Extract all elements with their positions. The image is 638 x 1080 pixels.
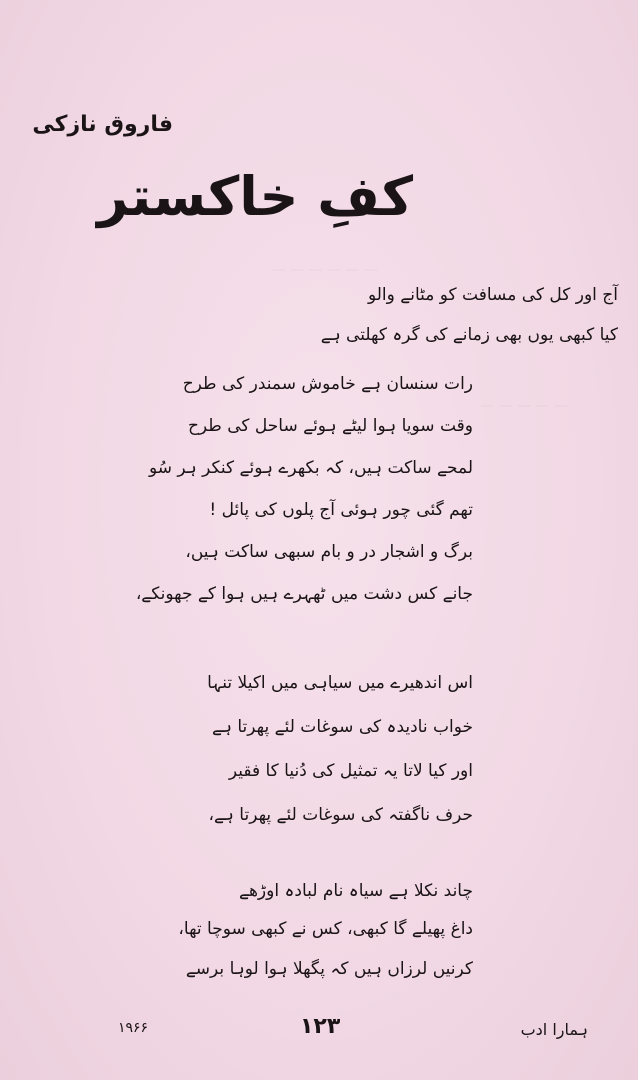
verse-line: لمحے ساکت ہیں، کہ بکھرے ہوئے کنکر ہر سُو [148, 458, 473, 478]
bleed-through-marks: — — — — — [480, 398, 568, 414]
verse-line: آج اور کل کی مسافت کو مٹانے والو [367, 285, 618, 305]
verse-line: داغ پھیلے گا کبھی، کس نے کبھی سوچا تھا، [178, 919, 473, 939]
publication-name: ہمارا ادب [520, 1020, 588, 1039]
verse-line: کرنیں لرزاں ہیں کہ پگھلا ہوا لوہا برسے [185, 959, 473, 979]
verse-line: کیا کبھی یوں بھی زمانے کی گرہ کھلتی ہے [320, 325, 618, 345]
page-number: ۱۲۳ [300, 1014, 341, 1039]
verse-line: حرف ناگفتہ کی سوغات لئے پھرتا ہے، [208, 805, 473, 825]
verse-line: وقت سویا ہوا لیٹے ہوئے ساحل کی طرح [187, 416, 473, 436]
bleed-through-marks: — — — — — — [271, 262, 378, 278]
stanza-3 [53, 883, 473, 1003]
stanza-1 [53, 376, 473, 626]
stanza-2 [53, 675, 473, 835]
verse-line: تھم گئی چور ہوئی آج پلوں کی پائل ! [209, 500, 473, 520]
verse-line: خواب نادیدہ کی سوغات لئے پھرتا ہے [212, 717, 473, 737]
verse-line: اور کیا لاتا یہ تمثیل کی دُنیا کا فقیر [228, 761, 473, 781]
verse-line: رات سنسان ہے خاموش سمندر کی طرح [182, 374, 473, 394]
intro-couplet [298, 287, 618, 367]
verse-line: برگ و اشجار در و بام سبھی ساکت ہیں، [185, 542, 473, 562]
verse-line: اس اندھیرے میں سیاہی میں اکیلا تنہا [207, 673, 473, 693]
poem-title: کفِ خاکستر [97, 165, 413, 228]
verse-line: جانے کس دشت میں ٹھہرے ہیں ہوا کے جھونکے، [135, 584, 473, 604]
verse-line: چاند نکلا ہے سیاہ نام لبادہ اوڑھے [239, 881, 473, 901]
footer-year: ۱۹۶۶ [118, 1020, 149, 1036]
author-name: فاروق نازکی [32, 112, 173, 137]
